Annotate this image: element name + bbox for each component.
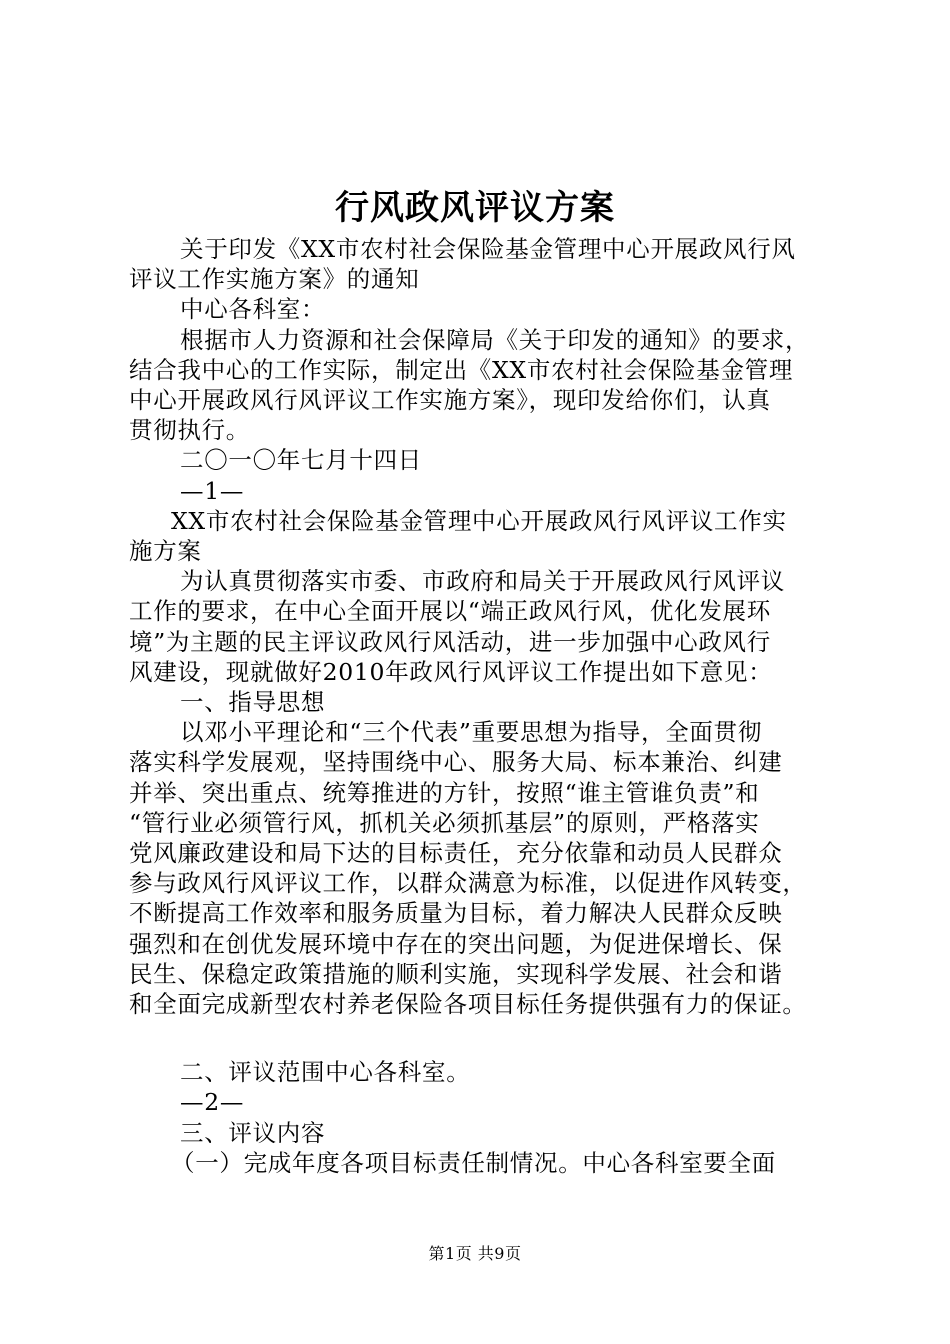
notice-heading-line-1: 关于印发《XX市农村社会保险基金管理中心开展政风行风 [180, 235, 796, 263]
paragraph-line: 为认真贯彻落实市委、市政府和局关于开展政风行风评议 [180, 567, 785, 596]
section-heading: 三、评议内容 [180, 1118, 326, 1147]
paragraph-line: 民生、保稳定政策措施的顺利实施，实现科学发展、社会和谐 [129, 959, 783, 988]
paragraph-line: 不断提高工作效率和服务质量为目标，着力解决人民群众反映 [129, 899, 783, 928]
page-marker: —2— [180, 1088, 245, 1117]
paragraph-line: 风建设，现就做好2010年政风行风评议工作提出如下意见： [129, 657, 773, 686]
page-marker: —1— [180, 476, 245, 505]
blank-line [129, 1019, 841, 1057]
paragraph-line: 根据市人力资源和社会保障局《关于印发的通知》的要求， [180, 325, 810, 354]
salutation: 中心各科室： [180, 295, 326, 324]
paragraph-line: 和全面完成新型农村养老保险各项目标任务提供强有力的保证。 [129, 990, 807, 1019]
paragraph-line: 并举、突出重点、统筹推进的方针，按照“谁主管谁负责”和 [129, 778, 760, 807]
paragraph-line: 参与政风行风评议工作，以群众满意为标准，以促进作风转变， [129, 869, 807, 898]
paragraph-line: （一）完成年度各项目标责任制情况。中心各科室要全面 [171, 1148, 776, 1177]
paragraph-line: 结合我中心的工作实际，制定出《XX市农村社会保险基金管理 [129, 355, 794, 384]
paragraph-line: 强烈和在创优发展环境中存在的突出问题，为促进保增长、保 [129, 929, 783, 958]
paragraph-line: 党风廉政建设和局下达的目标责任，充分依靠和动员人民群众 [129, 839, 783, 868]
document-body [129, 234, 841, 1178]
paragraph-line: 落实科学发展观，坚持围绕中心、服务大局、标本兼治、纠建 [129, 748, 783, 777]
paragraph-line: 工作的要求，在中心全面开展以“端正政风行风，优化发展环 [129, 597, 771, 626]
document-title: 行风政风评议方案 [335, 188, 615, 228]
date-line: 二〇一〇年七月十四日 [180, 446, 422, 475]
page-footer: 第1页 共9页 [428, 1244, 522, 1263]
plan-heading-line-1: XX市农村社会保险基金管理中心开展政风行风评议工作实 [171, 506, 787, 535]
paragraph-line: 贯彻执行。 [129, 416, 250, 445]
paragraph-line: 中心开展政风行风评议工作实施方案》，现印发给你们，认真 [129, 386, 771, 415]
paragraph-line: 境”为主题的民主评议政风行风活动，进一步加强中心政风行 [129, 627, 771, 656]
paragraph-line: “管行业必须管行风，抓机关必须抓基层”的原则，严格落实 [129, 808, 760, 837]
paragraph-line: 以邓小平理论和“三个代表”重要思想为指导，全面贯彻 [180, 718, 763, 747]
plan-heading-line-2: 施方案 [129, 537, 202, 566]
section-heading: 二、评议范围中心各科室。 [180, 1058, 471, 1087]
notice-heading-line-2: 评议工作实施方案》的通知 [129, 265, 420, 294]
section-heading: 一、指导思想 [180, 688, 326, 717]
